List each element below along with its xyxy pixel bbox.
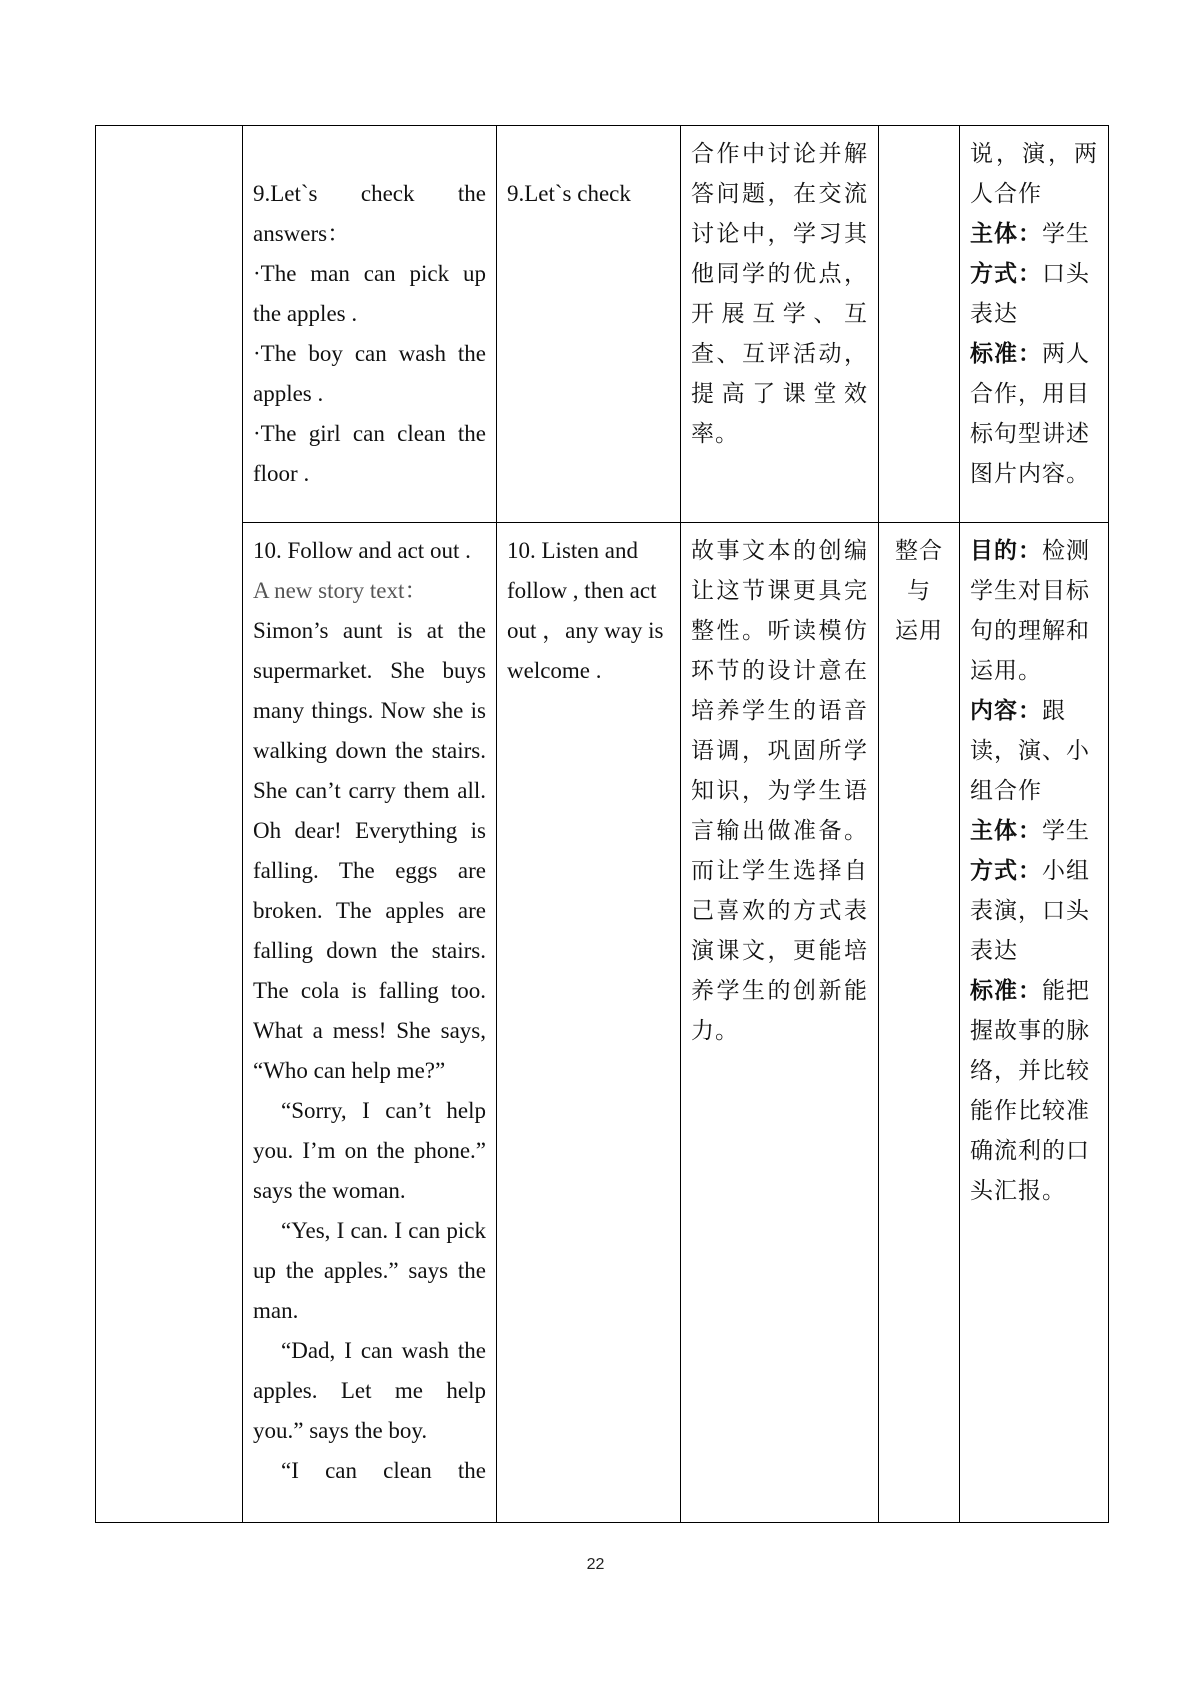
stage-line: 与 [907, 578, 931, 603]
story-paragraph: “Sorry, I can’t help you. I’m on the phone.” says the woman. [253, 1098, 486, 1203]
stage-cell-10 [879, 523, 960, 1523]
assessment-label: 目的： [970, 538, 1042, 563]
intent-text: 合作中讨论并解答问题，在交流讨论中，学习其他同学的优点，开展互学、互查、互评活动，提高了课堂效率。 [691, 141, 868, 446]
assessment-label: 方式： [970, 261, 1042, 286]
page-number: 22 [586, 1556, 605, 1573]
assessment-label: 主体： [970, 221, 1042, 246]
story-paragraph: Simon’s aunt is at the supermarket. She buys many things. Now she is walking down the stairs. She can’t carry them all. Oh dear! Everything is falling. The eggs are broken. The apples are falling down the stairs. The cola is falling too. What a mess! She says, “Who can help me?” [253, 618, 486, 1083]
table-row [96, 523, 1109, 1523]
assessment-value: 能把握故事的脉络，并比较能作比较准确流利的口头汇报。 [970, 978, 1090, 1203]
assessment-intro: 说，演，两人合作 [970, 141, 1098, 206]
step-text: 9.Let`s check [507, 181, 631, 206]
assessment-value: 小组表演，口头表达 [970, 858, 1090, 963]
assessment-label: 标准： [970, 341, 1042, 366]
assessment-value: 学生 [1042, 818, 1090, 843]
step-cell-9 [497, 126, 681, 523]
activity-cell-10 [243, 523, 497, 1523]
lesson-plan-table [95, 125, 1109, 1523]
step-text: 10. Listen and follow , then act out ，any way is welcome . [507, 538, 664, 683]
assessment-value: 两人合作，用目标句型讲述图片内容。 [970, 341, 1090, 486]
table-row [96, 126, 1109, 523]
story-paragraph: “Dad, I can wash the apples. Let me help you.” says the boy. [253, 1338, 486, 1443]
assessment-value: 检测学生对目标句的理解和运用。 [970, 538, 1090, 683]
intent-cell-9 [681, 126, 879, 523]
assessment-cell-10 [960, 523, 1109, 1523]
activity-cell-9 [243, 126, 497, 523]
activity-title: 10. Follow and act out . [253, 538, 471, 563]
activity-subtitle: A new story text： [253, 578, 428, 603]
intent-text: 故事文本的创编让这节课更具完整性。听读模仿环节的设计意在培养学生的语音语调，巩固所学知识，为学生语言输出做准备。而让学生选择自己喜欢的方式表演课文，更能培养学生的创新能力。 [691, 538, 868, 1043]
assessment-label: 主体： [970, 818, 1042, 843]
empty-left-cell [96, 126, 243, 1523]
assessment-label: 标准： [970, 978, 1042, 1003]
assessment-label: 内容： [970, 698, 1042, 723]
stage-cell-9 [879, 126, 960, 523]
stage-line: 运用 [895, 618, 943, 643]
story-paragraph: “Yes, I can. I can pick up the apples.” says the man. [253, 1218, 486, 1323]
assessment-value: 学生 [1042, 221, 1090, 246]
activity-line: ·The girl can clean the floor . [253, 421, 486, 486]
activity-line: ·The man can pick up the apples . [253, 261, 486, 326]
intent-cell-10 [681, 523, 879, 1523]
step-cell-10 [497, 523, 681, 1523]
activity-line: ·The boy can wash the apples . [253, 341, 486, 406]
assessment-cell-9 [960, 126, 1109, 523]
story-paragraph: “I can clean the [281, 1458, 486, 1483]
stage-line: 整合 [895, 538, 943, 563]
activity-title: 9.Let`s check the answers： [253, 181, 492, 246]
assessment-value: 跟读，演、小组合作 [970, 698, 1090, 803]
assessment-value: 口头表达 [970, 261, 1090, 326]
assessment-label: 方式： [970, 858, 1042, 883]
